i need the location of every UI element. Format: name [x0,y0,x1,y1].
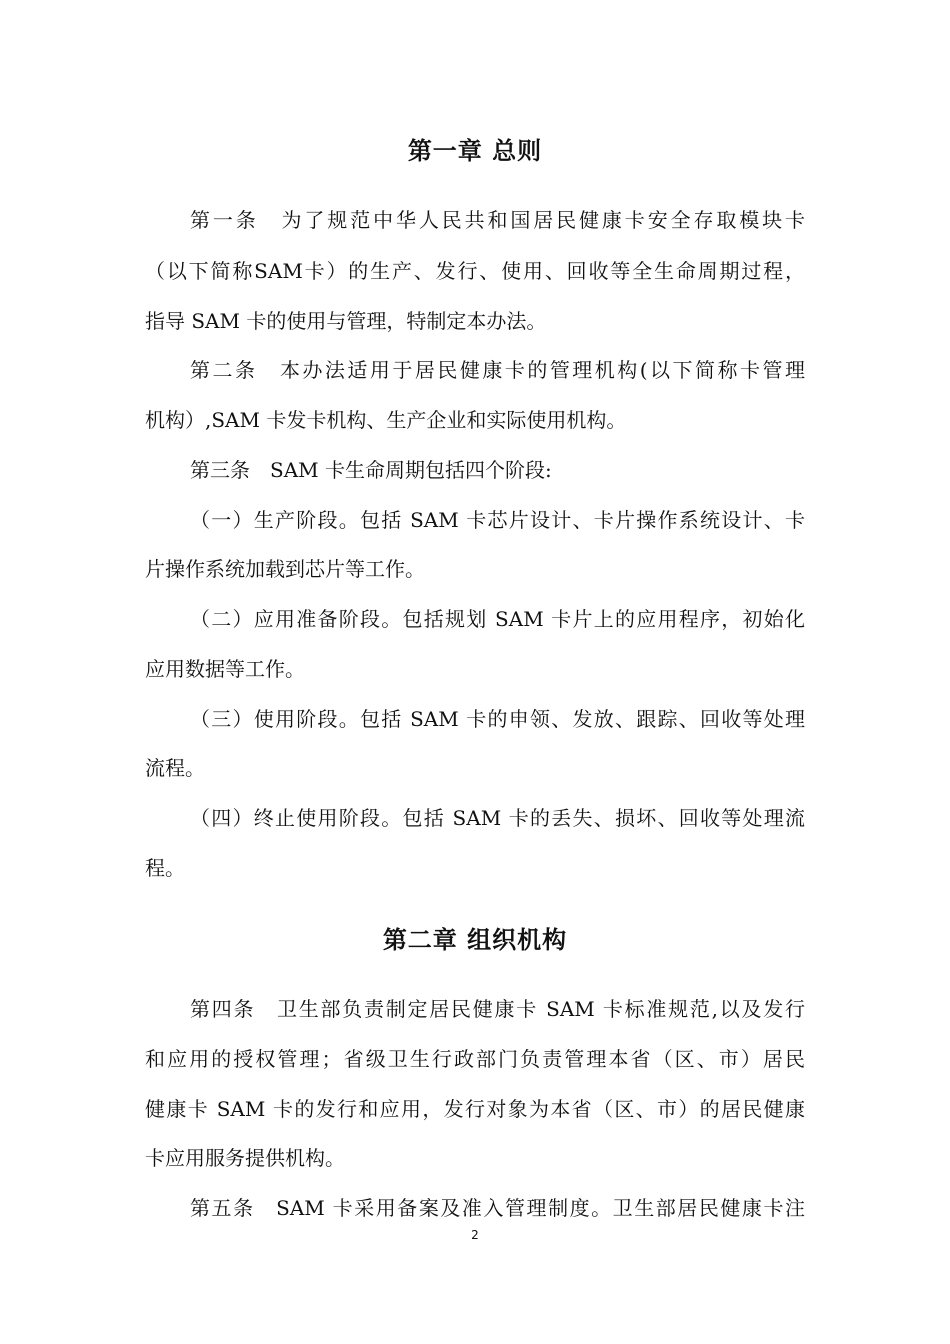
article-4-line-3: 健康卡 SAM 卡的发行和应用，发行对象为本省（区、市）的居民健康 [145,1097,805,1121]
item-4-line-2: 程。 [145,856,185,880]
page-number: 2 [471,1228,479,1242]
item-1-line-2: 片操作系统加载到芯片等工作。 [145,557,425,581]
chapter-1-heading: 第一章 总则 [407,137,543,165]
article-4-line-4: 卡应用服务提供机构。 [145,1146,345,1170]
item-3-line-1: （三）使用阶段。包括 SAM 卡的申领、发放、跟踪、回收等处理 [190,707,805,731]
article-1-line-1: 第一条 为了规范中华人民共和国居民健康卡安全存取模块卡 [190,208,805,232]
article-2-line-1: 第二条 本办法适用于居民健康卡的管理机构(以下简称卡管理 [190,358,805,382]
item-2-line-2: 应用数据等工作。 [145,657,305,681]
article-5-line-1: 第五条 SAM 卡采用备案及准入管理制度。卫生部居民健康卡注 [190,1196,805,1220]
item-4-line-1: （四）终止使用阶段。包括 SAM 卡的丢失、损坏、回收等处理流 [190,806,805,830]
item-2-line-1: （二）应用准备阶段。包括规划 SAM 卡片上的应用程序，初始化 [190,607,805,631]
article-1-line-3: 指导 SAM 卡的使用与管理，特制定本办法。 [145,309,547,333]
article-3-line-1: 第三条 SAM 卡生命周期包括四个阶段: [190,458,552,482]
item-1-line-1: （一）生产阶段。包括 SAM 卡芯片设计、卡片操作系统设计、卡 [190,508,805,532]
article-4-line-1: 第四条 卫生部负责制定居民健康卡 SAM 卡标准规范,以及发行 [190,997,805,1021]
article-2-line-2: 机构）,SAM 卡发卡机构、生产企业和实际使用机构。 [145,408,627,432]
item-3-line-2: 流程。 [145,756,205,780]
chapter-2-heading: 第二章 组织机构 [382,926,568,954]
article-4-line-2: 和应用的授权管理；省级卫生行政部门负责管理本省（区、市）居民 [145,1047,805,1071]
article-1-line-2: （以下简称SAM卡）的生产、发行、使用、回收等全生命周期过程， [145,259,805,283]
